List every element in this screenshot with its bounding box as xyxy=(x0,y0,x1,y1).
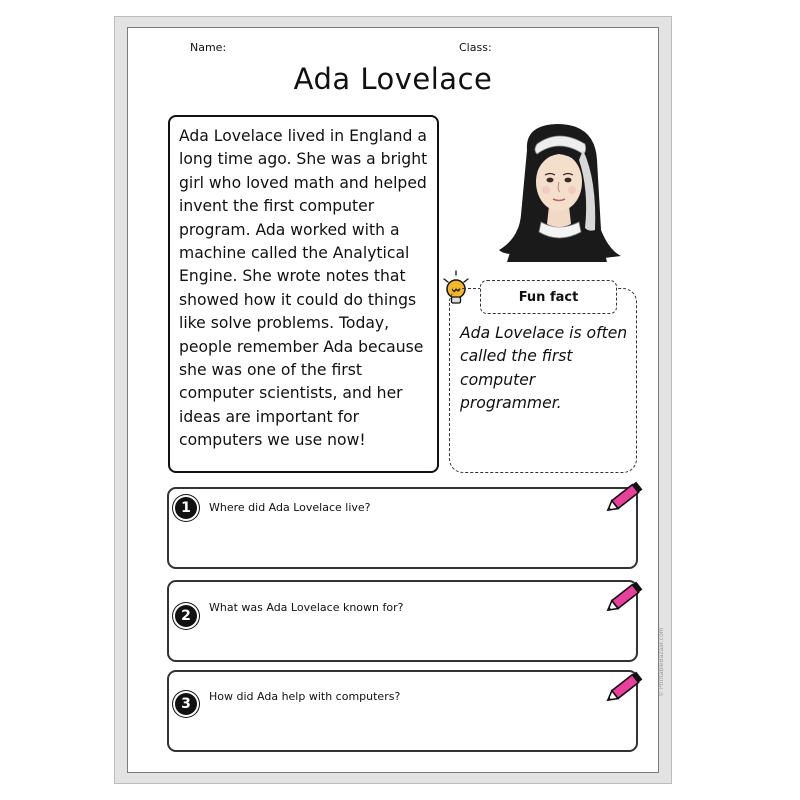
question-number-1: 1 xyxy=(175,497,197,519)
question-text-1: Where did Ada Lovelace live? xyxy=(209,501,371,514)
answer-box-1[interactable] xyxy=(167,487,638,569)
pencil-icon xyxy=(603,670,647,706)
question-number-2: 2 xyxy=(175,605,197,627)
pencil-icon xyxy=(603,580,647,616)
answer-box-3[interactable] xyxy=(167,670,638,752)
watermark: © PrintableBazaar.com xyxy=(658,627,665,697)
question-text-3: How did Ada help with computers? xyxy=(209,690,401,703)
pencil-icon xyxy=(603,480,647,516)
question-number-3: 3 xyxy=(175,693,197,715)
fun-fact-text: Ada Lovelace is often called the first computer programmer. xyxy=(460,324,628,413)
class-label: Class: xyxy=(459,41,492,54)
question-text-2: What was Ada Lovelace known for? xyxy=(209,601,404,614)
page-title: Ada Lovelace xyxy=(293,62,493,96)
reading-passage: Ada Lovelace lived in England a long time ago. She was a bright girl who loved math and helped invent the first computer program. Ada worked with a machine called the Analytical Engine. She wrote notes that showed how it could do things like solve problems. Today, people remember Ada because she was one of the first computer scientists, and her ideas are important for computers we use now! xyxy=(168,115,439,473)
name-label: Name: xyxy=(190,41,227,54)
portrait-illustration xyxy=(497,120,621,262)
answer-box-2[interactable] xyxy=(167,580,638,662)
fun-fact-heading: Fun fact xyxy=(480,280,617,314)
